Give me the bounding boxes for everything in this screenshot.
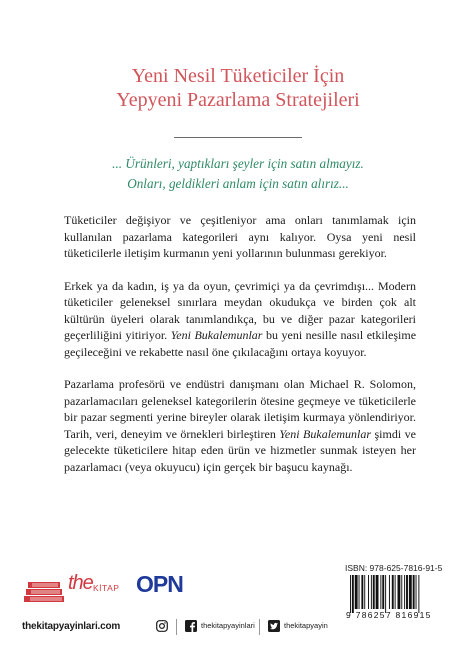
instagram-icon[interactable] — [156, 620, 168, 632]
blurb-paragraph-2-text-a: Erkek ya da kadın, iş ya da oyun, çevrimiçi ya da çevrimdışı... Modern tüketiciler geleneksel sınırlara meydan okudukça ve birden çok alt kültürün üyeleri olarak tanımlandıkça, bu ve diğer pazar kategorileri geçerliliğini yitiriyor. — [64, 278, 416, 342]
barcode-bar — [392, 575, 394, 609]
blurb-paragraph-2-text-b: bu yeni nesille nasıl etkileşime geçileceğini ve rekabette nasıl öne çıkılacağını ortaya koyuyor. — [64, 328, 417, 359]
tagline-line-2: Onları, geldikleri anlam için satın alırız... — [127, 176, 349, 191]
blurb-paragraph-1: Tüketiciler değişiyor ve çeşitleniyor ama onları tanımlamak için kullanılan pazarlama kategorileri aynı kalıyor. Oysa yeni nesil tüketicilerle iletişim kurmanın yeni yollarının bulunması gerekiyor. — [64, 213, 416, 260]
barcode-bar — [418, 575, 419, 613]
barcode-bar — [406, 575, 408, 609]
footer-divider — [176, 619, 177, 635]
opn-logo: OPN — [136, 571, 183, 597]
barcode-bar — [368, 575, 369, 609]
footer-divider — [259, 619, 260, 635]
book-title-mention: Yeni Bukalemunlar — [279, 426, 372, 441]
facebook-icon[interactable] — [185, 620, 197, 632]
barcode-bar — [416, 575, 417, 609]
barcode-bar — [385, 575, 386, 613]
barcode-bar — [361, 575, 363, 609]
book-title-mention: Yeni Bukalemunlar — [170, 328, 263, 342]
barcode-bar — [350, 575, 351, 613]
barcode-bar — [404, 575, 405, 609]
barcode-bar — [382, 575, 384, 609]
barcode-bar — [389, 575, 390, 609]
barcode-bar — [359, 575, 360, 609]
footer — [22, 618, 462, 636]
books-logo-icon — [22, 574, 68, 604]
isbn-label: ISBN: 978-625-7816-91-5 — [345, 563, 443, 573]
barcode-bar — [352, 575, 354, 613]
barcode-bar — [409, 575, 412, 609]
barcode-bar — [373, 575, 375, 609]
blurb-paragraph-3-text-a: Pazarlama profesörü ve endüstri danışmanı olan Michael R. Solomon, pazarlamacıları geleneksel kategorilerin ötesine geçmeye ve tüketicilerle bir pazar segmenti yerine bireyler olarak iletişim kurmaya yönlendiriyor. Tarih, veri, deneyim ve örnekleri birleştiren — [64, 377, 416, 441]
publisher-logo-kitap: KİTAP — [93, 583, 120, 593]
blurb-paragraph-3 — [64, 376, 416, 475]
tagline-line-1: ... Ürünleri, yaptıkları şeyler için satın almayız. — [112, 156, 364, 171]
barcode-bar — [395, 575, 396, 609]
barcode-bar — [380, 575, 381, 609]
barcode-bar — [398, 575, 401, 609]
twitter-icon[interactable] — [268, 620, 280, 632]
divider — [174, 137, 302, 138]
barcode-icon — [348, 575, 452, 613]
tagline — [20, 154, 456, 194]
barcode-number: 9 786257 816915 — [346, 610, 432, 620]
facebook-handle[interactable]: thekitapyayinlari — [201, 621, 255, 630]
blurb-paragraph-2 — [64, 278, 416, 361]
headline-line-1: Yeni Nesil Tüketiciler İçin — [131, 65, 345, 87]
publisher-logo-the: the — [68, 572, 93, 594]
cover-headline — [20, 64, 456, 112]
barcode-bar — [401, 575, 402, 609]
barcode-bar — [355, 575, 358, 609]
barcode-bar — [364, 575, 365, 609]
blurb-paragraph-3-text-b: şimdi ve gelecekte tüketicilere hitap eden ürün ve hizmetler sunmak isteyen her pazarlamacı (veya okuyucu) için gerçek bir başucu kaynağı. — [64, 426, 416, 474]
website-link[interactable]: thekitapyayinlari.com — [22, 621, 121, 632]
barcode-bar — [413, 575, 415, 609]
barcode-bar — [371, 575, 372, 609]
twitter-handle[interactable]: thekitapyayin — [284, 621, 328, 630]
barcode-bar — [376, 575, 379, 609]
blurb — [64, 212, 416, 491]
headline-line-2: Yepyeni Pazarlama Stratejileri — [116, 89, 360, 111]
